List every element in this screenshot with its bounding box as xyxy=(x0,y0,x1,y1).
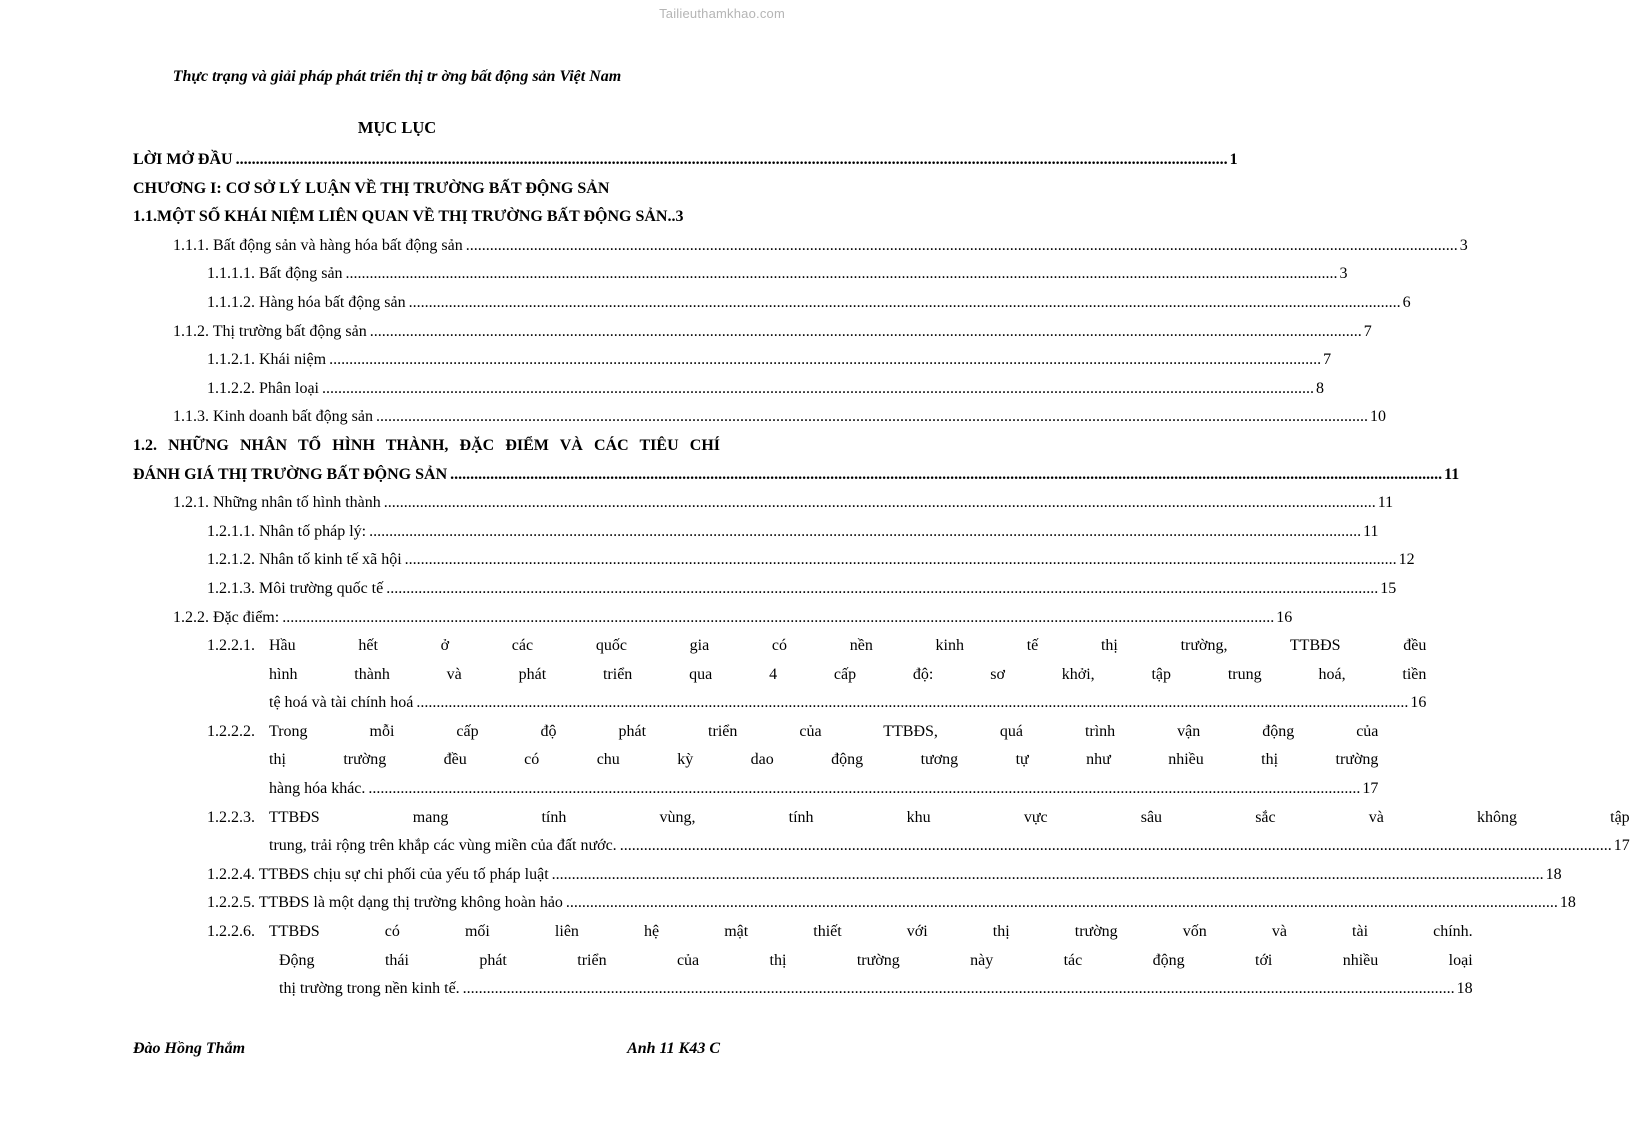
toc-label: 1.1.2. Thị trường bất động sản xyxy=(173,322,367,340)
running-header: Thực trạng và giải pháp phát triển thị tr ờng bất động sản Việt Nam xyxy=(172,68,622,85)
toc-label: 1.2.1. Những nhân tố hình thành xyxy=(173,494,381,512)
toc-label: 1.1.1. Bất động sản và hàng hóa bất động sản xyxy=(173,236,463,254)
toc-page: 8 xyxy=(1316,379,1324,397)
toc-entry-1-1-3 xyxy=(133,403,1386,432)
toc-entry-loi-mo-dau xyxy=(133,146,1238,175)
toc-page: 1 xyxy=(1229,151,1238,168)
toc-label-line: thị trường trong nền kinh tế. xyxy=(279,980,460,998)
leader-dots xyxy=(370,318,1362,347)
toc-label: 1.1.MỘT SỐ KHÁI NIỆM LIÊN QUAN VỀ THỊ TRƯỜNG BẤT ĐỘNG SẢN..3 xyxy=(133,208,684,226)
toc-page: 7 xyxy=(1323,351,1332,369)
toc-label: 1.1.1.1. Bất động sản xyxy=(207,265,343,283)
toc-page: 11 xyxy=(1444,465,1460,483)
toc-label: 1.1.3. Kinh doanh bất động sản xyxy=(173,408,373,426)
leader-dots xyxy=(463,975,1455,1004)
toc-entry-1-2 xyxy=(133,432,1460,489)
toc-entry-1-2-2-4 xyxy=(133,861,1562,890)
toc-entry-1-1-1-1 xyxy=(133,260,1348,289)
leader-dots xyxy=(346,260,1338,289)
toc-page: 3 xyxy=(1459,236,1468,254)
toc-label: 1.1.1.2. Hàng hóa bất động sản xyxy=(207,293,406,311)
watermark: Tailieuthamkhao.com xyxy=(659,6,785,21)
toc-page: 17 xyxy=(1362,780,1379,798)
toc-number: 1.2.2.6. xyxy=(207,923,255,941)
toc-label: 1.2.1.2. Nhân tố kinh tế xã hội xyxy=(207,551,402,569)
toc-entry-1-2-1-1 xyxy=(133,518,1379,547)
footer-class: Anh 11 K43 C xyxy=(627,1040,720,1057)
page-title: MỤC LỤC xyxy=(357,118,437,137)
toc-label: 1.2.2. Đặc điểm: xyxy=(173,608,280,626)
toc-label: 1.2.1.3. Môi trường quốc tế xyxy=(207,579,384,597)
toc-entry-1-2-2-5 xyxy=(133,889,1576,918)
toc-page: 7 xyxy=(1363,322,1372,340)
toc-label-line: hình thành và phát triển qua 4 cấp độ: sơ khởi, tập trung hoá, tiền xyxy=(269,665,1427,683)
toc-page: 12 xyxy=(1398,551,1415,569)
toc-page: 16 xyxy=(1410,694,1427,712)
leader-dots xyxy=(409,289,1401,318)
leader-dots xyxy=(566,889,1558,918)
footer-author: Đào Hồng Thắm xyxy=(133,1040,246,1057)
toc-label-line: Hầu hết ở các quốc gia có nền kinh tế thị trường, TTBĐS đều xyxy=(269,637,1427,655)
leader-dots xyxy=(368,775,1360,804)
toc-page: 3 xyxy=(1339,265,1348,283)
toc-label-line: Động thái phát triển của thị trường này tác động tới nhiều loại xyxy=(279,951,1473,969)
toc-entry-1-1-2-2 xyxy=(133,375,1324,404)
toc-entry-chuong-1 xyxy=(133,175,720,204)
leader-dots xyxy=(466,232,1458,261)
leader-dots xyxy=(450,461,1442,490)
toc-page: 6 xyxy=(1402,293,1411,311)
leader-dots xyxy=(322,375,1314,404)
leader-dots xyxy=(386,575,1378,604)
toc-label-line: hàng hóa khác. xyxy=(269,780,366,798)
toc-label-line: ĐÁNH GIÁ THỊ TRƯỜNG BẤT ĐỘNG SẢN xyxy=(133,465,448,483)
toc-entry-1-1 xyxy=(133,203,720,232)
toc-entry-1-2-2-6 xyxy=(133,918,1473,1004)
toc-label: CHƯƠNG I: CƠ SỞ LÝ LUẬN VỀ THỊ TRƯỜNG BẤT ĐỘNG SẢN xyxy=(133,179,610,197)
toc-label-line: thị trường đều có chu kỳ dao động tương tự như nhiều thị trường xyxy=(269,751,1379,769)
toc-label-line: TTBĐS mang tính vùng, tính khu vực sâu sắc và không tập xyxy=(269,808,1630,826)
leader-dots xyxy=(552,861,1544,890)
toc-entry-1-1-2-1 xyxy=(133,346,1332,375)
leader-dots xyxy=(329,346,1321,375)
toc-page: 10 xyxy=(1369,408,1386,426)
toc-label-line: trung, trải rộng trên khắp các vùng miền của đất nước. xyxy=(269,837,617,855)
toc-label: 1.2.1.1. Nhân tố pháp lý: xyxy=(207,522,367,540)
toc-label: 1.2.2.4. TTBĐS chịu sự chi phối của yếu tố pháp luật xyxy=(207,865,549,883)
toc-entry-1-2-1-3 xyxy=(133,575,1397,604)
toc-label-line: Trong mỗi cấp độ phát triển của TTBĐS, quá trình vận động của xyxy=(269,722,1379,740)
toc-number: 1.2.2.3. xyxy=(207,808,255,826)
toc-label-line: 1.2. NHỮNG NHÂN TỐ HÌNH THÀNH, ĐẶC ĐIỂM VÀ CÁC TIÊU CHÍ xyxy=(133,436,720,454)
leader-dots xyxy=(384,489,1376,518)
toc-label: LỜI MỞ ĐẦU xyxy=(133,151,233,168)
toc-entry-1-2-1 xyxy=(133,489,1394,518)
leader-dots xyxy=(416,689,1408,718)
toc-page: 18 xyxy=(1545,865,1562,883)
leader-dots xyxy=(620,832,1612,861)
leader-dots xyxy=(376,403,1368,432)
toc-number: 1.2.2.1. xyxy=(207,637,255,655)
leader-dots xyxy=(369,518,1361,547)
toc-label: 1.1.2.1. Khái niệm xyxy=(207,351,327,369)
toc-label: 1.1.2.2. Phân loại xyxy=(207,379,319,397)
toc-page: 16 xyxy=(1276,608,1293,626)
toc-page: 17 xyxy=(1613,837,1630,855)
toc-entry-1-1-2 xyxy=(133,318,1372,347)
leader-dots xyxy=(405,546,1397,575)
toc-label-line: tệ hoá và tài chính hoá xyxy=(269,694,414,712)
toc-entry-1-2-2-3 xyxy=(133,804,1630,861)
toc-entry-1-1-1 xyxy=(133,232,1468,261)
toc-page: 15 xyxy=(1380,579,1397,597)
toc-entry-1-2-2-1 xyxy=(133,632,1427,718)
toc-number: 1.2.2.2. xyxy=(207,722,255,740)
toc-page: 18 xyxy=(1559,894,1576,912)
leader-dots xyxy=(282,604,1274,633)
toc-label-line: TTBĐS có mối liên hệ mật thiết với thị trường vốn và tài chính. xyxy=(269,923,1473,941)
toc-page: 11 xyxy=(1363,522,1379,540)
toc-page: 18 xyxy=(1456,980,1473,998)
toc-page: 11 xyxy=(1377,494,1394,512)
leader-dots xyxy=(236,146,1228,175)
table-of-contents xyxy=(133,146,1630,1004)
toc-entry-1-2-2 xyxy=(133,604,1293,633)
toc-entry-1-2-1-2 xyxy=(133,546,1415,575)
toc-entry-1-1-1-2 xyxy=(133,289,1411,318)
toc-label: 1.2.2.5. TTBĐS là một dạng thị trường không hoàn hảo xyxy=(207,894,563,912)
toc-entry-1-2-2-2 xyxy=(133,718,1379,804)
